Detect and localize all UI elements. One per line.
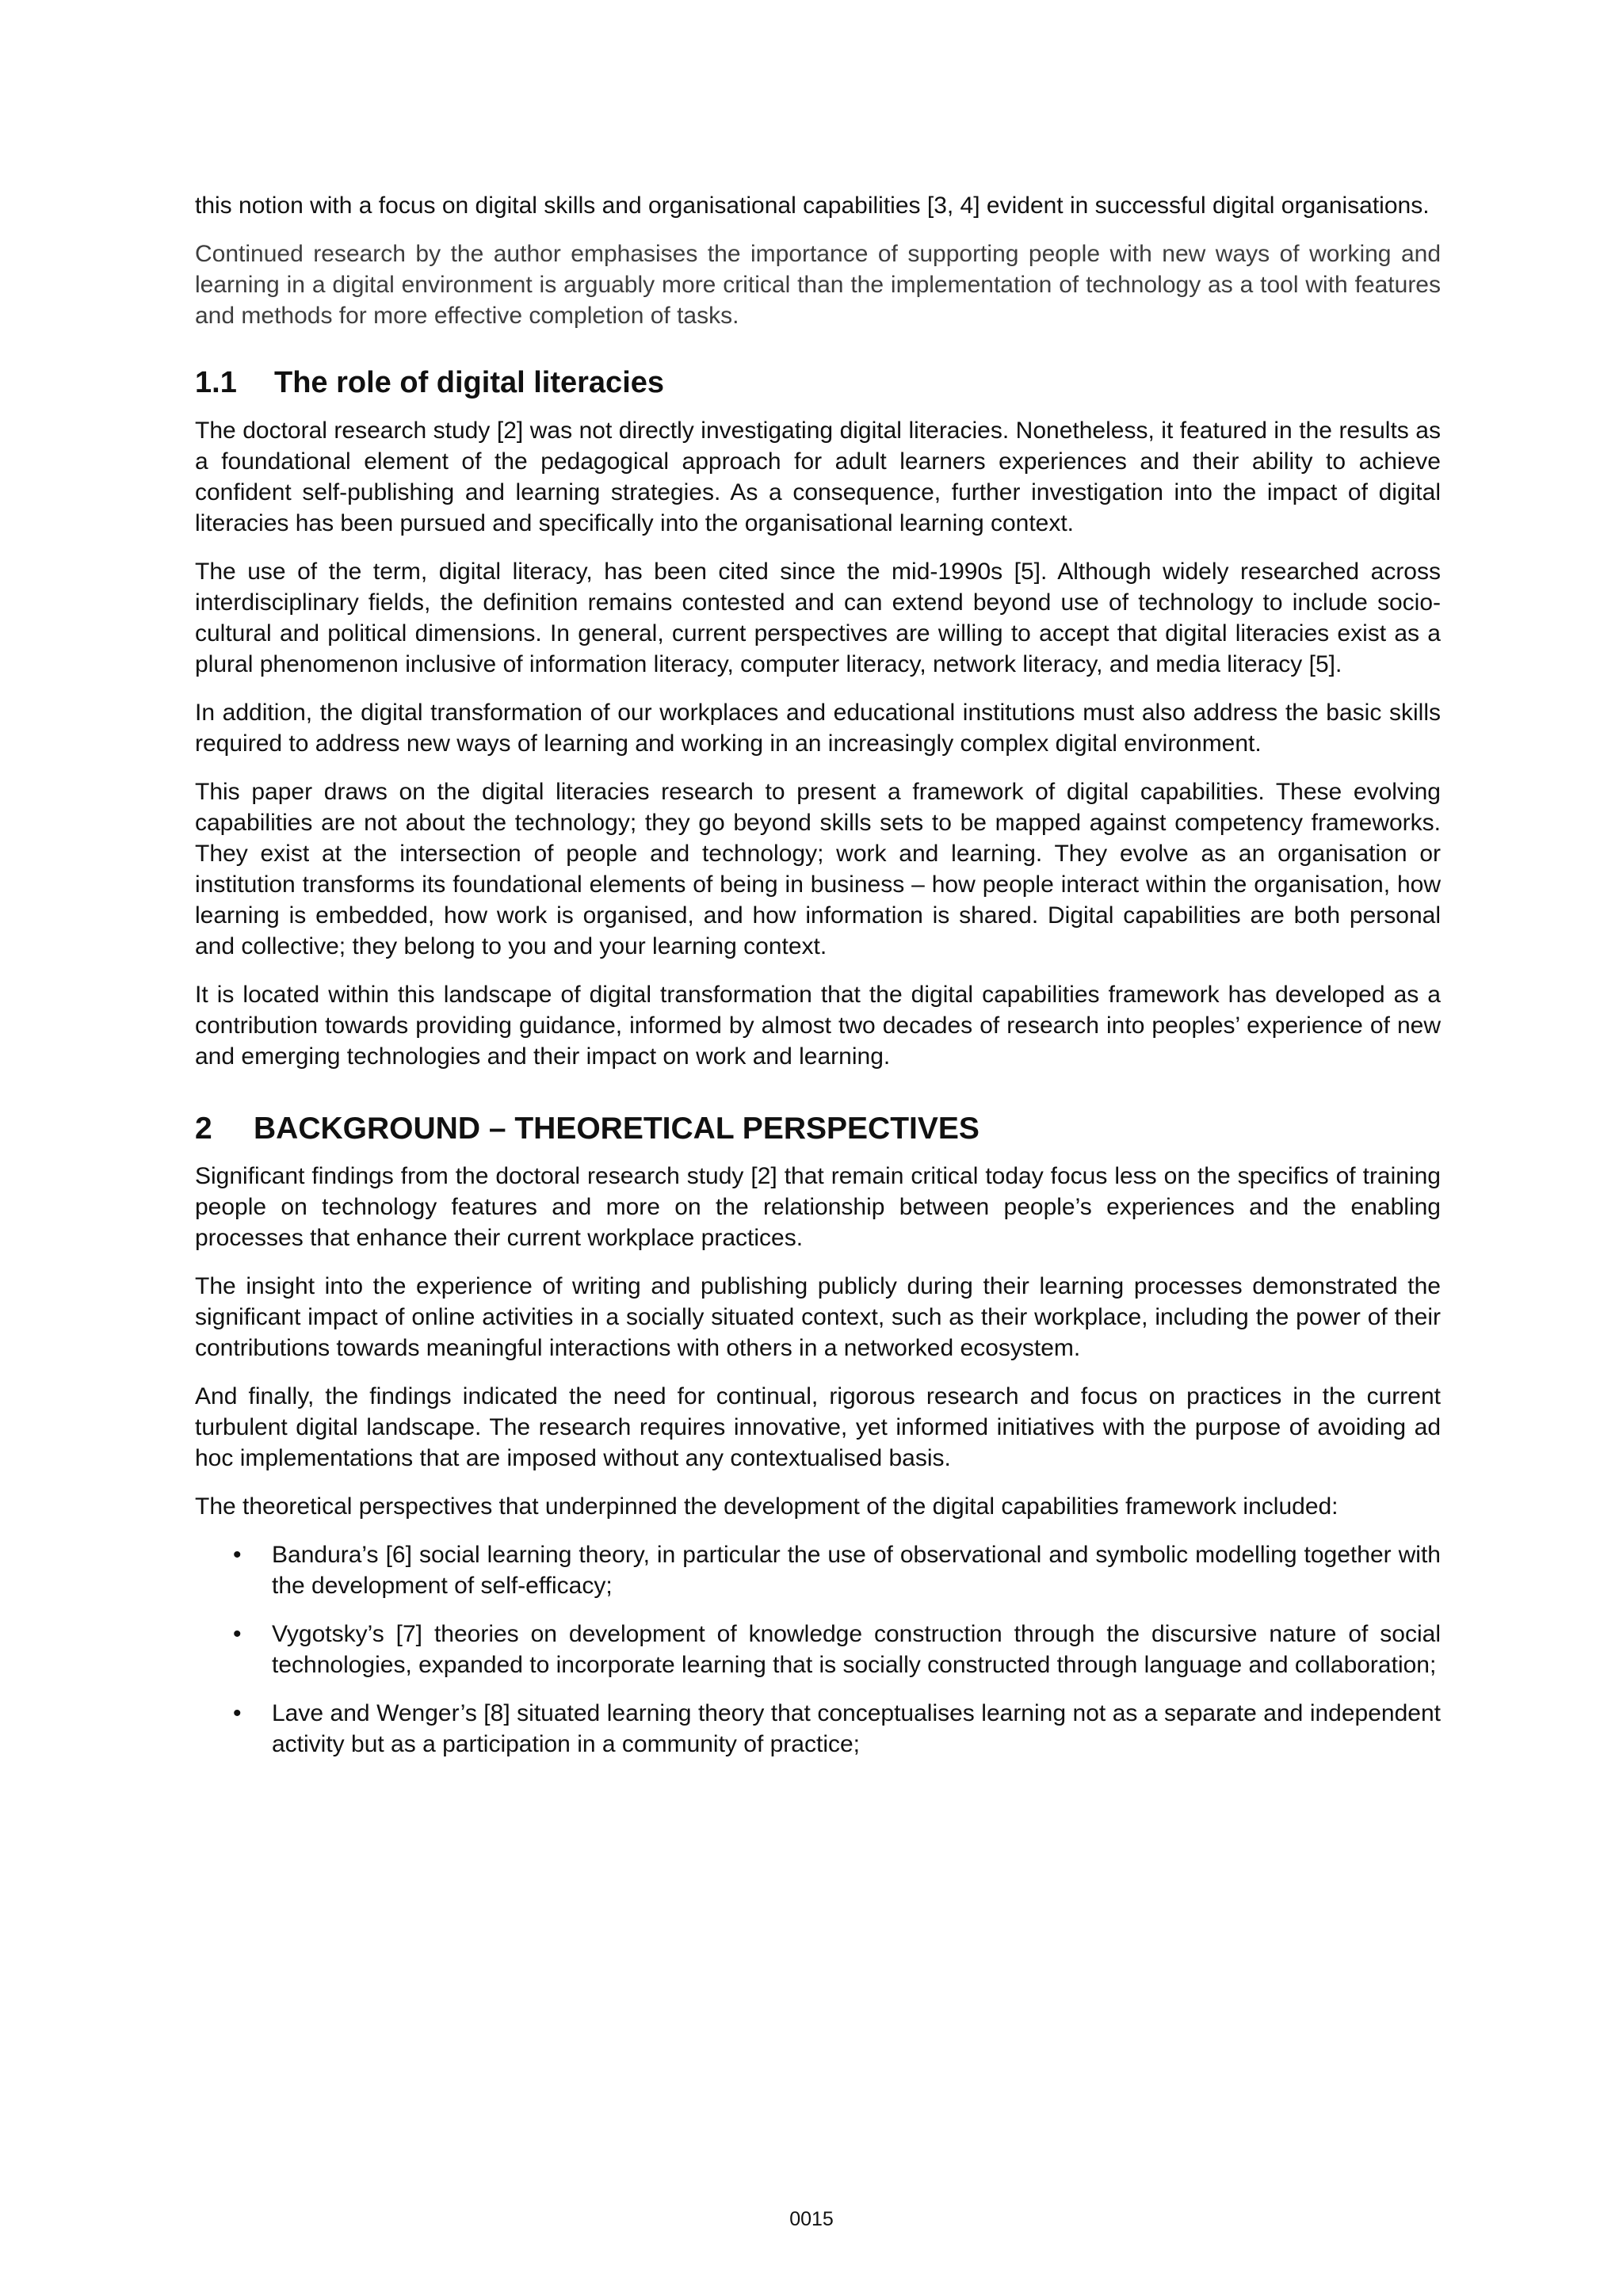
section-2-paragraph-4: The theoretical perspectives that underpinned the development of the digital capabilities framework included: (195, 1493, 1338, 1520)
section-1-1-paragraph-5: It is located within this landscape of digital transformation that the digital capabilities framework has developed as a contribution towards providing guidance, informed by almost two decades of research into peoples’ experience of new and emerging technologies and their impact on work and learning. (195, 982, 1441, 1070)
section-title: BACKGROUND – THEORETICAL PERSPECTIVES (254, 1112, 980, 1146)
section-2-heading (195, 1110, 1441, 1148)
section-1-1-paragraph-3: In addition, the digital transformation of our workplaces and educational institutions must also address the basic skills required to address new ways of learning and working in an increasingly complex digital environment. (195, 700, 1441, 757)
theory-bullet-list (195, 1539, 1441, 1760)
section-1-1-paragraph-4: This paper draws on the digital literacies research to present a framework of digital capabilities. These evolving capabilities are not about the technology; they go beyond skills sets to be mapped against competency frameworks. They exist at the intersection of people and technology; work and learning. They evolve as an organisation or institution transforms its foundational elements of being in business – how people interact within the organisation, how learning is embedded, how work is organised, and how information is shared. Digital capabilities are both personal and collective; they belong to you and your learning context. (195, 779, 1441, 959)
section-2-paragraph-1: Significant findings from the doctoral research study [2] that remain critical today focus less on the specifics of training people on technology features and more on the relationship between people’s experiences and the enabling processes that enhance their current workplace practices. (195, 1163, 1441, 1251)
list-item (195, 1698, 1441, 1760)
bullet-icon: • (233, 1621, 242, 1647)
section-2-paragraph-3: And finally, the findings indicated the need for continual, rigorous research and focus on practices in the current turbulent digital landscape. The research requires innovative, yet informed initiatives with the purpose of avoiding ad hoc implementations that are imposed without any contextualised basis. (195, 1383, 1441, 1471)
list-item (195, 1619, 1441, 1680)
list-item-text: Lave and Wenger’s [8] situated learning theory that conceptualises learning not as a separate and independent activity but as a participation in a community of practice; (272, 1700, 1441, 1757)
list-item-text: Vygotsky’s [7] theories on development of knowledge construction through the discursive nature of social technologies, expanded to incorporate learning that is socially constructed through language and collaboration; (272, 1621, 1441, 1678)
bullet-icon: • (233, 1542, 242, 1568)
section-2-paragraph-2: The insight into the experience of writing and publishing publicly during their learning processes demonstrated the significant impact of online activities in a socially situated context, such as their workplace, including the power of their contributions towards meaningful interactions with others in a networked ecosystem. (195, 1273, 1441, 1361)
intro-paragraph-2: Continued research by the author emphasises the importance of supporting people with new ways of working and learning in a digital environment is arguably more critical than the implementation of technology as a tool with features and methods for more effective completion of tasks. (195, 241, 1441, 329)
paper-page (195, 190, 1441, 1777)
section-number: 1.1 (195, 366, 237, 399)
intro-paragraph-1: this notion with a focus on digital skills and organisational capabilities [3, 4] evident in successful digital organisations. (195, 193, 1430, 219)
bullet-icon: • (233, 1700, 242, 1726)
page-number: 0015 (789, 2208, 834, 2230)
list-item-text: Bandura’s [6] social learning theory, in particular the use of observational and symbolic modelling together with the development of self-efficacy; (272, 1542, 1441, 1599)
section-number: 2 (195, 1112, 212, 1146)
section-1-1-paragraph-1: The doctoral research study [2] was not directly investigating digital literacies. Nonetheless, it featured in the results as a foundational element of the pedagogical approach for adult learners experiences and their ability to achieve confident self-publishing and learning strategies. As a consequence, further investigation into the impact of digital literacies has been pursued and specifically into the organisational learning context. (195, 418, 1441, 536)
section-title: The role of digital literacies (274, 366, 665, 399)
section-1-1-paragraph-2: The use of the term, digital literacy, has been cited since the mid-1990s [5]. Although widely researched across interdisciplinary fields, the definition remains contested and can extend beyond use of technology to include socio-cultural and political dimensions. In general, current perspectives are willing to accept that digital literacies exist as a plural phenomenon inclusive of information literacy, computer literacy, network literacy, and media literacy [5]. (195, 559, 1441, 677)
section-1-1-heading (195, 364, 1441, 401)
list-item (195, 1539, 1441, 1601)
